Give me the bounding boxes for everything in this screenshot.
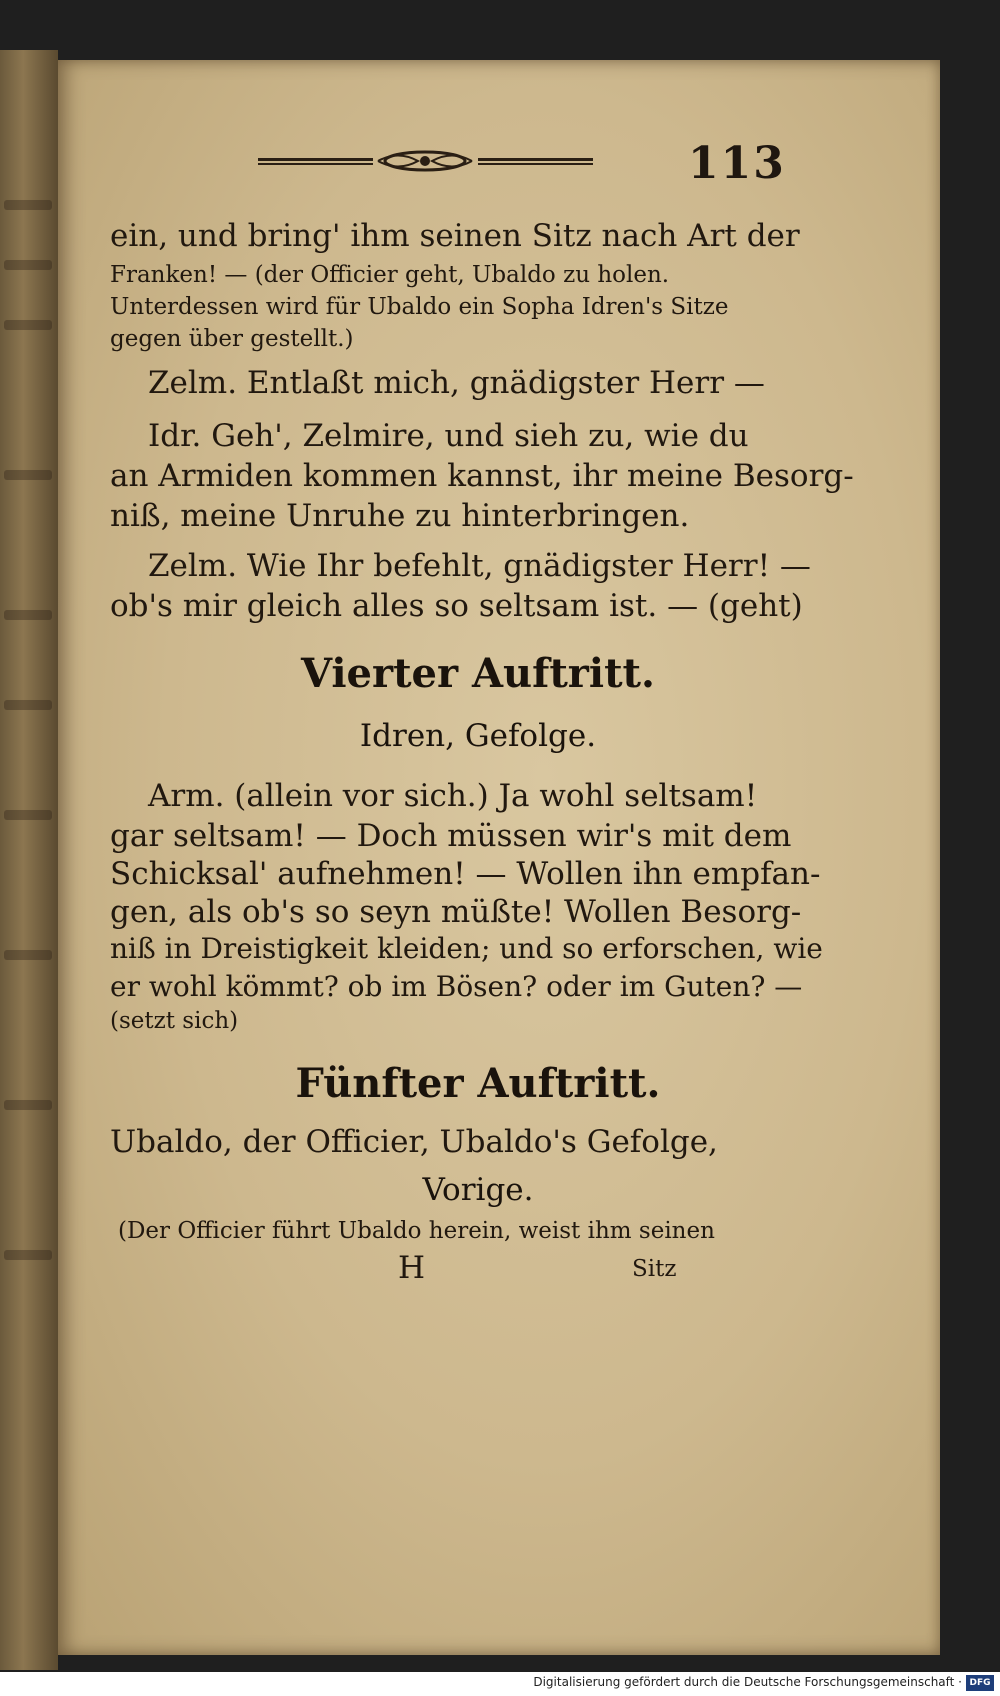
- header-ornament: [258, 150, 593, 172]
- stage-direction-line: (Der Officier führt Ubaldo herein, weist ihm seinen: [118, 1218, 715, 1244]
- speech-line: niß in Dreistigkeit kleiden; und so erforschen, wie: [110, 932, 823, 965]
- signature-mark: H: [398, 1250, 426, 1286]
- scene-characters: Ubaldo, der Officier, Ubaldo's Gefolge,: [110, 1124, 718, 1160]
- speech-line: Zelm. Wie Ihr befehlt, gnädigster Herr! —: [148, 548, 811, 584]
- catchword: Sitz: [632, 1256, 677, 1282]
- page-number: 113: [688, 138, 786, 189]
- scene-heading: Fünfter Auftritt.: [295, 1060, 661, 1107]
- book-page: [58, 60, 940, 1655]
- speech-line: an Armiden kommen kannst, ihr meine Besorg-: [110, 458, 854, 494]
- speech-line: niß, meine Unruhe zu hinterbringen.: [110, 498, 690, 534]
- bleed-through-mark: [4, 1250, 52, 1260]
- stage-direction-line: gegen über gestellt.): [110, 326, 354, 352]
- stage-direction-line: Unterdessen wird für Ubaldo ein Sopha Idren's Sitze: [110, 294, 729, 320]
- scene-characters: Idren, Gefolge.: [359, 718, 597, 754]
- bleed-through-mark: [4, 320, 52, 330]
- speech-line: gar seltsam! — Doch müssen wir's mit dem: [110, 818, 792, 854]
- bleed-through-mark: [4, 810, 52, 820]
- speech-line: er wohl kömmt? ob im Bösen? oder im Guten? —: [110, 970, 803, 1003]
- bleed-through-mark: [4, 200, 52, 210]
- speech-line: Zelm. Entlaßt mich, gnädigster Herr —: [148, 365, 765, 401]
- dfg-logo: DFG: [966, 1675, 994, 1691]
- bleed-through-mark: [4, 610, 52, 620]
- speech-line: gen, als ob's so seyn müßte! Wollen Besorg-: [110, 894, 802, 930]
- bleed-through-mark: [4, 470, 52, 480]
- bleed-through-mark: [4, 700, 52, 710]
- bleed-through-mark: [4, 950, 52, 960]
- speech-line: Schicksal' aufnehmen! — Wollen ihn empfan-: [110, 856, 821, 892]
- scene-characters: Vorige.: [422, 1172, 534, 1208]
- funding-credit: Digitalisierung gefördert durch die Deutsche Forschungsgemeinschaft ·: [533, 1675, 962, 1689]
- bleed-through-mark: [4, 260, 52, 270]
- stage-direction-line: Franken! — (der Officier geht, Ubaldo zu holen.: [110, 262, 670, 288]
- speech-line: Arm. (allein vor sich.) Ja wohl seltsam!: [148, 778, 758, 814]
- scene-heading: Vierter Auftritt.: [301, 650, 655, 697]
- stage-direction-line: (setzt sich): [110, 1008, 239, 1034]
- footer-bar: [0, 1672, 1000, 1696]
- bleed-through-mark: [4, 1100, 52, 1110]
- text-line: ein, und bring' ihm seinen Sitz nach Art der: [110, 218, 800, 254]
- previous-page-edge: [0, 50, 58, 1670]
- speech-line: Idr. Geh', Zelmire, und sieh zu, wie du: [148, 418, 749, 454]
- speech-line: ob's mir gleich alles so seltsam ist. — (geht): [110, 588, 803, 624]
